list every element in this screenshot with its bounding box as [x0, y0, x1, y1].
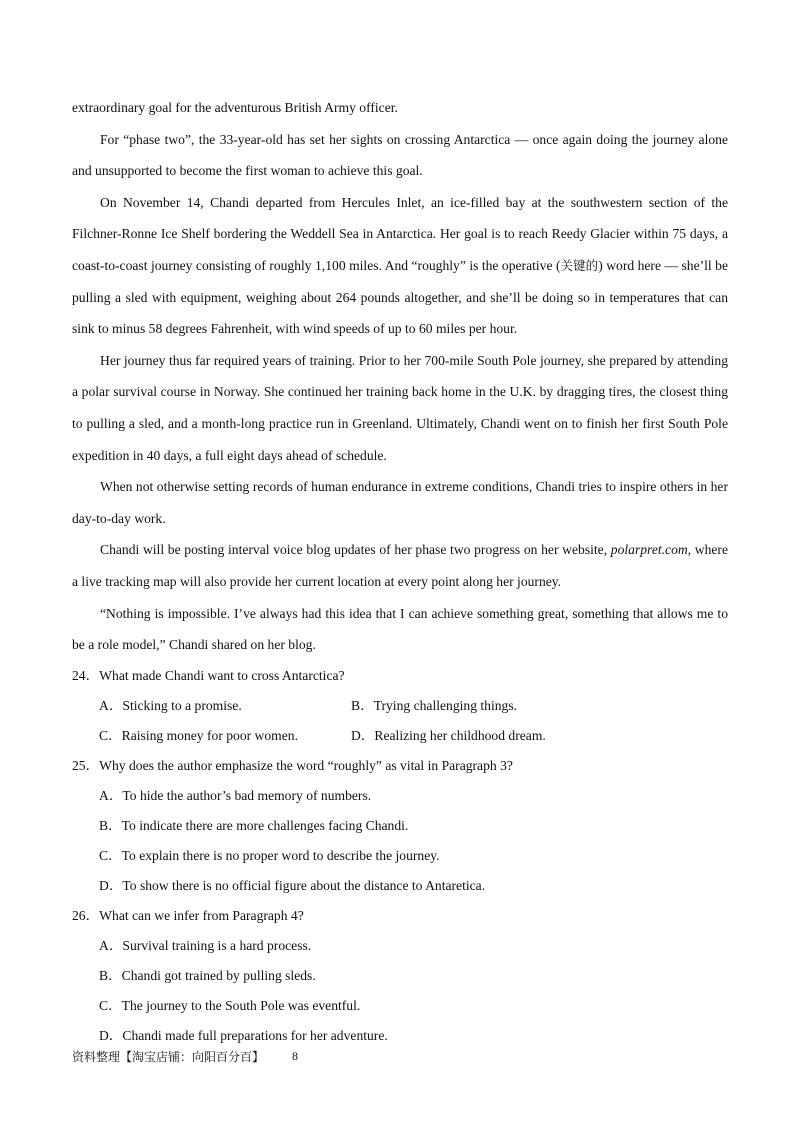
- paragraph-0: extraordinary goal for the adventurous British Army officer.: [72, 100, 398, 115]
- paragraph-3: Her journey thus far required years of training. Prior to her 700-mile South Pole journey, she prepared by attending a polar survival course in Norway. She continued her training back home in the U.K. by dragging tires, the closest thing to pulling a sled, and a month-long practice run in Greenland. Ultimately, Chandi went on to finish her first South Pole expedition in 40 days, a full eight days ahead of schedule.: [72, 352, 728, 463]
- paragraph-1: For “phase two”, the 33-year-old has set her sights on crossing Antarctica — once again doing the journey alone and unsupported to become the first woman to achieve this goal.: [72, 131, 728, 179]
- question-26: [72, 901, 728, 1051]
- question-24: [72, 661, 728, 751]
- paragraph-5-text-a: Chandi will be posting interval voice blog updates of her phase two progress on her website,: [100, 542, 611, 558]
- option-c: C．Raising money for poor women.: [99, 727, 298, 743]
- option-c: C．The journey to the South Pole was eventful.: [99, 997, 361, 1013]
- paragraph-5-text-b: , where a live tracking map will also provide her current location at every point along her journey.: [72, 542, 728, 589]
- question-25: [72, 751, 728, 901]
- question-stem: 24．What made Chandi want to cross Antarctica?: [72, 667, 345, 683]
- paragraph-5: [72, 534, 728, 597]
- footer-source: 资料整理【淘宝店铺：向阳百分百】: [72, 1050, 265, 1064]
- question-stem: 26．What can we infer from Paragraph 4?: [72, 907, 304, 923]
- question-stem: 25．Why does the author emphasize the word “roughly” as vital in Paragraph 3?: [72, 757, 513, 773]
- option-a: A．Survival training is a hard process.: [99, 937, 312, 953]
- paragraph-2: [72, 187, 728, 345]
- option-d: D．Chandi made full preparations for her adventure.: [99, 1027, 388, 1043]
- document-body: [72, 92, 728, 1051]
- option-b: B．Chandi got trained by pulling sleds.: [99, 967, 316, 983]
- paragraph-4: When not otherwise setting records of human endurance in extreme conditions, Chandi tries to inspire others in her day-to-day work.: [72, 479, 728, 526]
- paragraph-2-gloss: 关键的: [560, 257, 599, 273]
- option-d: D．Realizing her childhood dream.: [351, 727, 546, 743]
- page-footer: [72, 1048, 298, 1065]
- option-a: A．To hide the author’s bad memory of numbers.: [99, 787, 372, 803]
- website-link[interactable]: polarpret.com: [610, 542, 688, 558]
- option-c: C．To explain there is no proper word to describe the journey.: [99, 847, 440, 863]
- paragraph-6: “Nothing is impossible. I’ve always had this idea that I can achieve something great, something that allows me to be a role model,” Chandi shared on her blog.: [72, 605, 728, 653]
- option-row: [72, 691, 728, 721]
- paragraph-2-text-b: ) word here — she’ll be pulling a sled with equipment, weighing about 264 pounds altogether, and she’ll be doing so in temperatures that can sink to minus 58 degrees Fahrenheit, with wind speeds of up to 60 miles per hour.: [72, 257, 728, 337]
- paragraph-2-text-a: On November 14, Chandi departed from Hercules Inlet, an ice-filled bay at the southwestern section of the Filchner-Ronne Ice Shelf bordering the Weddell Sea in Antarctica. Her goal is to reach Reedy Glacier within 75 days, a coast-to-coast journey consisting of roughly 1,100 miles. And “roughly” is the operative (: [72, 194, 728, 273]
- option-b: B．Trying challenging things.: [351, 697, 518, 713]
- option-b: B．To indicate there are more challenges facing Chandi.: [99, 817, 409, 833]
- page-number: 8: [292, 1049, 299, 1063]
- option-d: D．To show there is no official figure about the distance to Antaretica.: [99, 877, 486, 893]
- option-a: A．Sticking to a promise.: [99, 697, 242, 713]
- option-row: [72, 721, 728, 751]
